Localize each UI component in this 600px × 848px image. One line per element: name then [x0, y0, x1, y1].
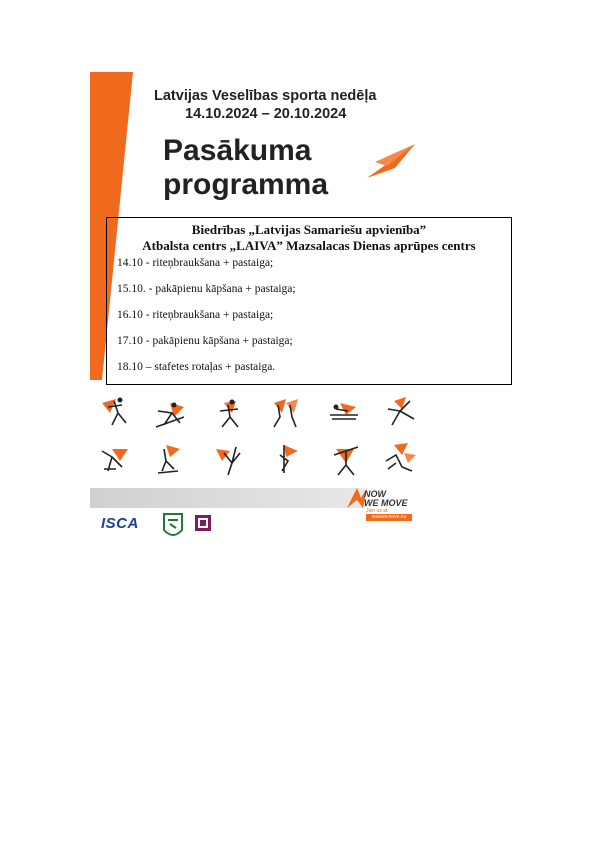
nwm-line: NOW — [364, 489, 386, 499]
flag-figure-icon — [270, 441, 304, 475]
event-title: Latvijas Veselības sporta nedēļa — [154, 88, 377, 104]
skateboarder-figure-icon — [154, 441, 188, 475]
jumper-figure-icon — [98, 443, 132, 477]
program-heading — [163, 134, 328, 202]
event-item: 16.10 - riteņbraukšana + pastaiga; — [117, 309, 274, 321]
organization-center: Atbalsta centrs „LAIVA” Mazsalacas Dienas aprūpes centrs — [142, 238, 476, 253]
nwm-line: WE MOVE — [364, 498, 408, 508]
stretch-figure-icon — [212, 443, 246, 477]
paper-plane-icon — [365, 142, 417, 180]
event-item: 14.10 - riteņbraukšana + pastaiga; — [117, 257, 274, 269]
event-list — [117, 256, 511, 386]
sport-crest-icon — [162, 512, 184, 540]
gymnast-figure-icon — [384, 395, 418, 429]
now-we-move-label — [364, 490, 408, 508]
event-dates: 14.10.2024 – 20.10.2024 — [185, 106, 347, 122]
skier-figure-icon — [154, 397, 188, 431]
event-item: 17.10 - pakāpienu kāpšana + pastaiga; — [117, 335, 293, 347]
nwm-subtitle: Join us at — [366, 508, 388, 514]
program-heading-line1: Pasākuma — [163, 134, 312, 167]
nwm-url: nowwemove.eu — [366, 514, 412, 521]
group-figure-icon — [382, 441, 416, 475]
skater-figure-icon — [212, 397, 246, 431]
isca-logo: ISCA — [101, 515, 139, 532]
swimmer-figure-icon — [328, 397, 362, 431]
runner-figure-icon — [98, 395, 132, 429]
event-item: 18.10 – stafetes rotaļas + pastaiga. — [117, 361, 276, 373]
footer-bar — [90, 488, 365, 508]
walker-figure-icon — [328, 443, 362, 477]
coat-of-arms-icon — [193, 513, 213, 533]
dancers-figure-icon — [268, 395, 302, 429]
sport-figures-illustration — [92, 395, 432, 485]
program-heading-line2: programma — [163, 168, 329, 201]
event-item: 15.10. - pakāpienu kāpšana + pastaiga; — [117, 283, 296, 295]
program-box — [106, 217, 512, 385]
organization-name: Biedrības „Latvijas Samariešu apvienība” — [191, 222, 427, 237]
